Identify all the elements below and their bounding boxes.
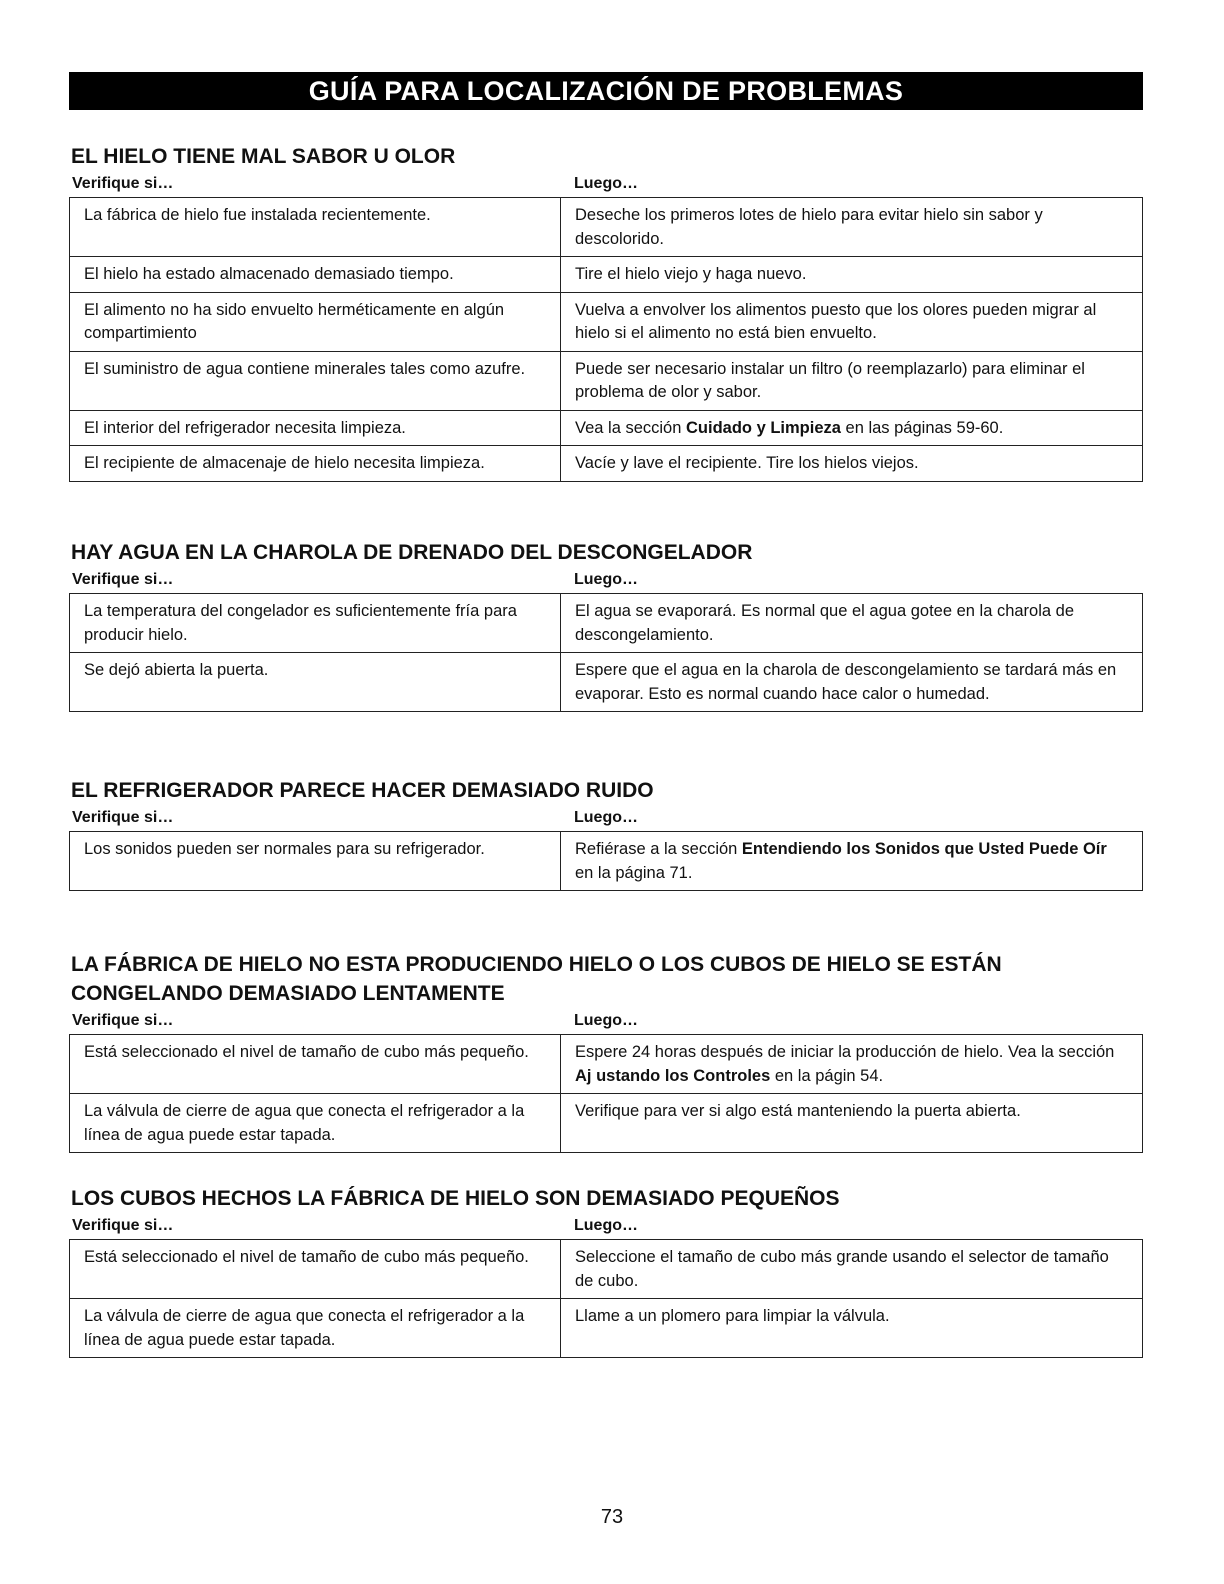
check-column-label: Verifique si… bbox=[72, 1012, 174, 1029]
page-title: GUÍA PARA LOCALIZACIÓN DE PROBLEMAS bbox=[69, 72, 1143, 110]
table-row bbox=[70, 1240, 1143, 1299]
column-labels bbox=[69, 171, 1143, 197]
table-row bbox=[70, 351, 1143, 410]
section-reference: Cuidado y Limpieza bbox=[686, 418, 841, 437]
table-row bbox=[70, 446, 1143, 482]
section-title: LOS CUBOS HECHOS LA FÁBRICA DE HIELO SON DEMASIADO PEQUEÑOS bbox=[71, 1187, 840, 1210]
check-column-label: Verifique si… bbox=[72, 175, 174, 192]
table-row bbox=[70, 1094, 1143, 1153]
section-title: EL HIELO TIENE MAL SABOR U OLOR bbox=[71, 145, 456, 168]
then-cell: Espere que el agua en la charola de descongelamiento se tardará más en evaporar. Esto es normal cuando hace calor o humedad. bbox=[561, 653, 1143, 712]
then-text: en la págin 54. bbox=[770, 1066, 884, 1085]
then-cell: El agua se evaporará. Es normal que el agua gotee en la charola de descongelamiento. bbox=[561, 594, 1143, 653]
check-cell: La válvula de cierre de agua que conecta el refrigerador a la línea de agua puede estar tapada. bbox=[70, 1094, 561, 1153]
then-cell bbox=[561, 832, 1143, 891]
check-cell: La fábrica de hielo fue instalada recientemente. bbox=[70, 198, 561, 257]
then-cell: Seleccione el tamaño de cubo más grande usando el selector de tamaño de cubo. bbox=[561, 1240, 1143, 1299]
check-cell: El suministro de agua contiene minerales tales como azufre. bbox=[70, 351, 561, 410]
page-number: 73 bbox=[600, 1506, 624, 1528]
check-column-label: Verifique si… bbox=[72, 809, 174, 826]
then-text: Vea la sección bbox=[575, 418, 686, 437]
table-row bbox=[70, 832, 1143, 891]
then-text: en la página 71. bbox=[575, 863, 693, 882]
section-water-drain-tray bbox=[69, 538, 1143, 712]
troubleshooting-table bbox=[69, 1239, 1143, 1358]
then-cell: Llame a un plomero para limpiar la válvula. bbox=[561, 1299, 1143, 1358]
then-column-label: Luego… bbox=[574, 1012, 638, 1029]
then-cell: Deseche los primeros lotes de hielo para evitar hielo sin sabor y descolorido. bbox=[561, 198, 1143, 257]
then-text: en las páginas 59-60. bbox=[840, 418, 1004, 437]
section-title: HAY AGUA EN LA CHAROLA DE DRENADO DEL DESCONGELADOR bbox=[71, 541, 753, 564]
then-cell: Verifique para ver si algo está manteniendo la puerta abierta. bbox=[561, 1094, 1143, 1153]
section-ice-maker-slow bbox=[69, 950, 1143, 1153]
then-cell: Tire el hielo viejo y haga nuevo. bbox=[561, 257, 1143, 293]
table-row bbox=[70, 410, 1143, 446]
then-cell bbox=[561, 1035, 1143, 1094]
section-too-noisy bbox=[69, 776, 1143, 891]
then-cell: Vacíe y lave el recipiente. Tire los hielos viejos. bbox=[561, 446, 1143, 482]
then-column-label: Luego… bbox=[574, 1217, 638, 1234]
then-cell: Puede ser necesario instalar un filtro (o reemplazarlo) para eliminar el problema de olor y sabor. bbox=[561, 351, 1143, 410]
column-labels bbox=[69, 1213, 1143, 1239]
troubleshooting-table bbox=[69, 197, 1143, 482]
check-cell: El hielo ha estado almacenado demasiado tiempo. bbox=[70, 257, 561, 293]
check-column-label: Verifique si… bbox=[72, 571, 174, 588]
table-row bbox=[70, 1299, 1143, 1358]
column-labels bbox=[69, 567, 1143, 593]
check-cell: La válvula de cierre de agua que conecta el refrigerador a la línea de agua puede estar tapada. bbox=[70, 1299, 561, 1358]
then-cell: Vuelva a envolver los alimentos puesto que los olores pueden migrar al hielo si el alimento no está bien envuelto. bbox=[561, 292, 1143, 351]
table-row bbox=[70, 198, 1143, 257]
then-column-label: Luego… bbox=[574, 809, 638, 826]
table-row bbox=[70, 292, 1143, 351]
troubleshooting-table bbox=[69, 831, 1143, 891]
troubleshooting-table bbox=[69, 593, 1143, 712]
section-reference: Aj ustando los Controles bbox=[575, 1066, 771, 1085]
table-row bbox=[70, 1035, 1143, 1094]
then-text: Espere 24 horas después de iniciar la producción de hielo. Vea la sección bbox=[575, 1043, 1115, 1061]
check-cell: El alimento no ha sido envuelto herméticamente en algún compartimiento bbox=[70, 292, 561, 351]
section-title: LA FÁBRICA DE HIELO NO ESTA PRODUCIENDO HIELO O LOS CUBOS DE HIELO SE ESTÁN CONGELANDO DEMASIADO LENTAMENTE bbox=[71, 953, 1002, 1005]
check-cell: El interior del refrigerador necesita limpieza. bbox=[70, 410, 561, 446]
column-labels bbox=[69, 805, 1143, 831]
table-row bbox=[70, 257, 1143, 293]
then-column-label: Luego… bbox=[574, 175, 638, 192]
check-cell: Está seleccionado el nivel de tamaño de cubo más pequeño. bbox=[70, 1240, 561, 1299]
table-row bbox=[70, 653, 1143, 712]
then-column-label: Luego… bbox=[574, 571, 638, 588]
section-title: EL REFRIGERADOR PARECE HACER DEMASIADO RUIDO bbox=[71, 779, 654, 802]
section-reference: Entendiendo los Sonidos que Usted Puede Oír bbox=[741, 840, 1107, 858]
check-cell: Se dejó abierta la puerta. bbox=[70, 653, 561, 712]
check-cell: La temperatura del congelador es suficientemente fría para producir hielo. bbox=[70, 594, 561, 653]
check-cell: El recipiente de almacenaje de hielo necesita limpieza. bbox=[70, 446, 561, 482]
check-cell: Los sonidos pueden ser normales para su refrigerador. bbox=[70, 832, 561, 891]
troubleshooting-table bbox=[69, 1034, 1143, 1153]
check-cell: Está seleccionado el nivel de tamaño de cubo más pequeño. bbox=[70, 1035, 561, 1094]
then-cell bbox=[561, 410, 1143, 446]
column-labels bbox=[69, 1008, 1143, 1034]
table-row bbox=[70, 594, 1143, 653]
check-column-label: Verifique si… bbox=[72, 1217, 174, 1234]
troubleshooting-page bbox=[69, 72, 1143, 1349]
section-cubes-too-small bbox=[69, 1184, 1143, 1358]
then-text: Refiérase a la sección bbox=[575, 840, 742, 858]
section-ice-bad-taste bbox=[69, 142, 1143, 482]
